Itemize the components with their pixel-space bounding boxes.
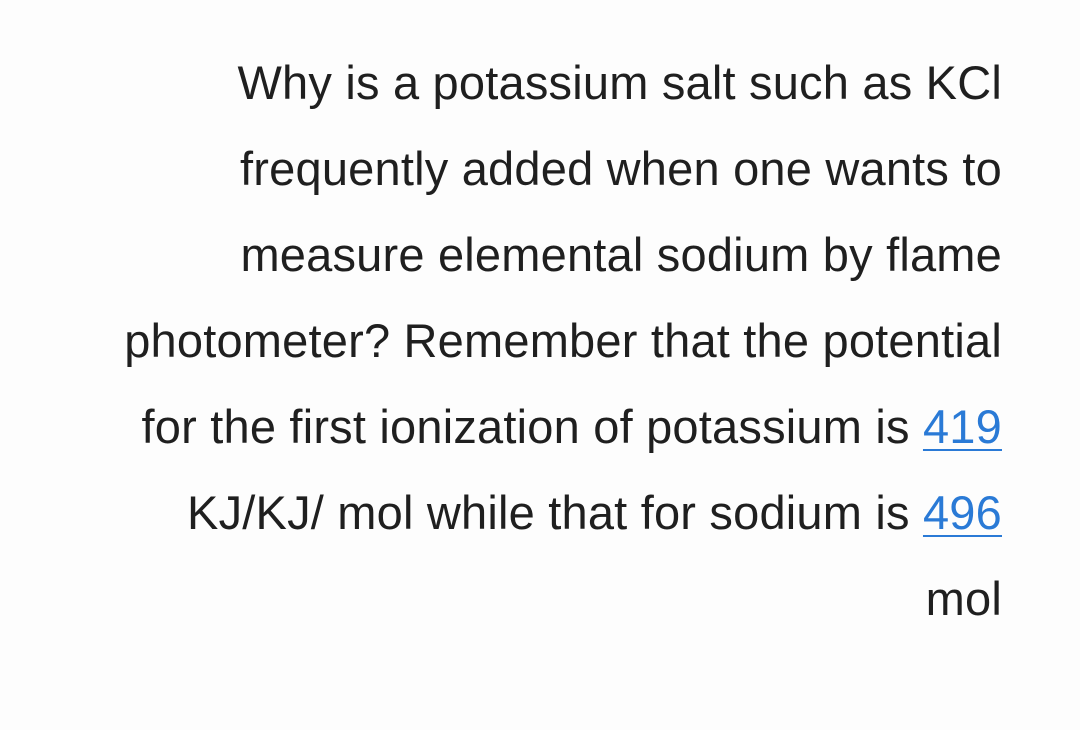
potassium-ionization-link[interactable]: 419 bbox=[922, 400, 1002, 453]
question-line-7: mol bbox=[925, 572, 1002, 625]
question-line-2: frequently added when one wants to bbox=[240, 142, 1002, 195]
question-line-6-text: KJ/KJ/ mol while that for sodium is bbox=[187, 486, 923, 539]
question-line-1: Why is a potassium salt such as KCl bbox=[237, 56, 1002, 109]
sodium-ionization-link[interactable]: 496 bbox=[922, 486, 1002, 539]
question-line-5-text: for the first ionization of potassium is bbox=[141, 400, 923, 453]
question-text bbox=[42, 40, 1002, 642]
question-line-6 bbox=[42, 470, 1002, 556]
question-line-5 bbox=[42, 384, 1002, 470]
question-line-4: photometer? Remember that the potential bbox=[124, 314, 1002, 367]
question-line-3: measure elemental sodium by flame bbox=[240, 228, 1002, 281]
